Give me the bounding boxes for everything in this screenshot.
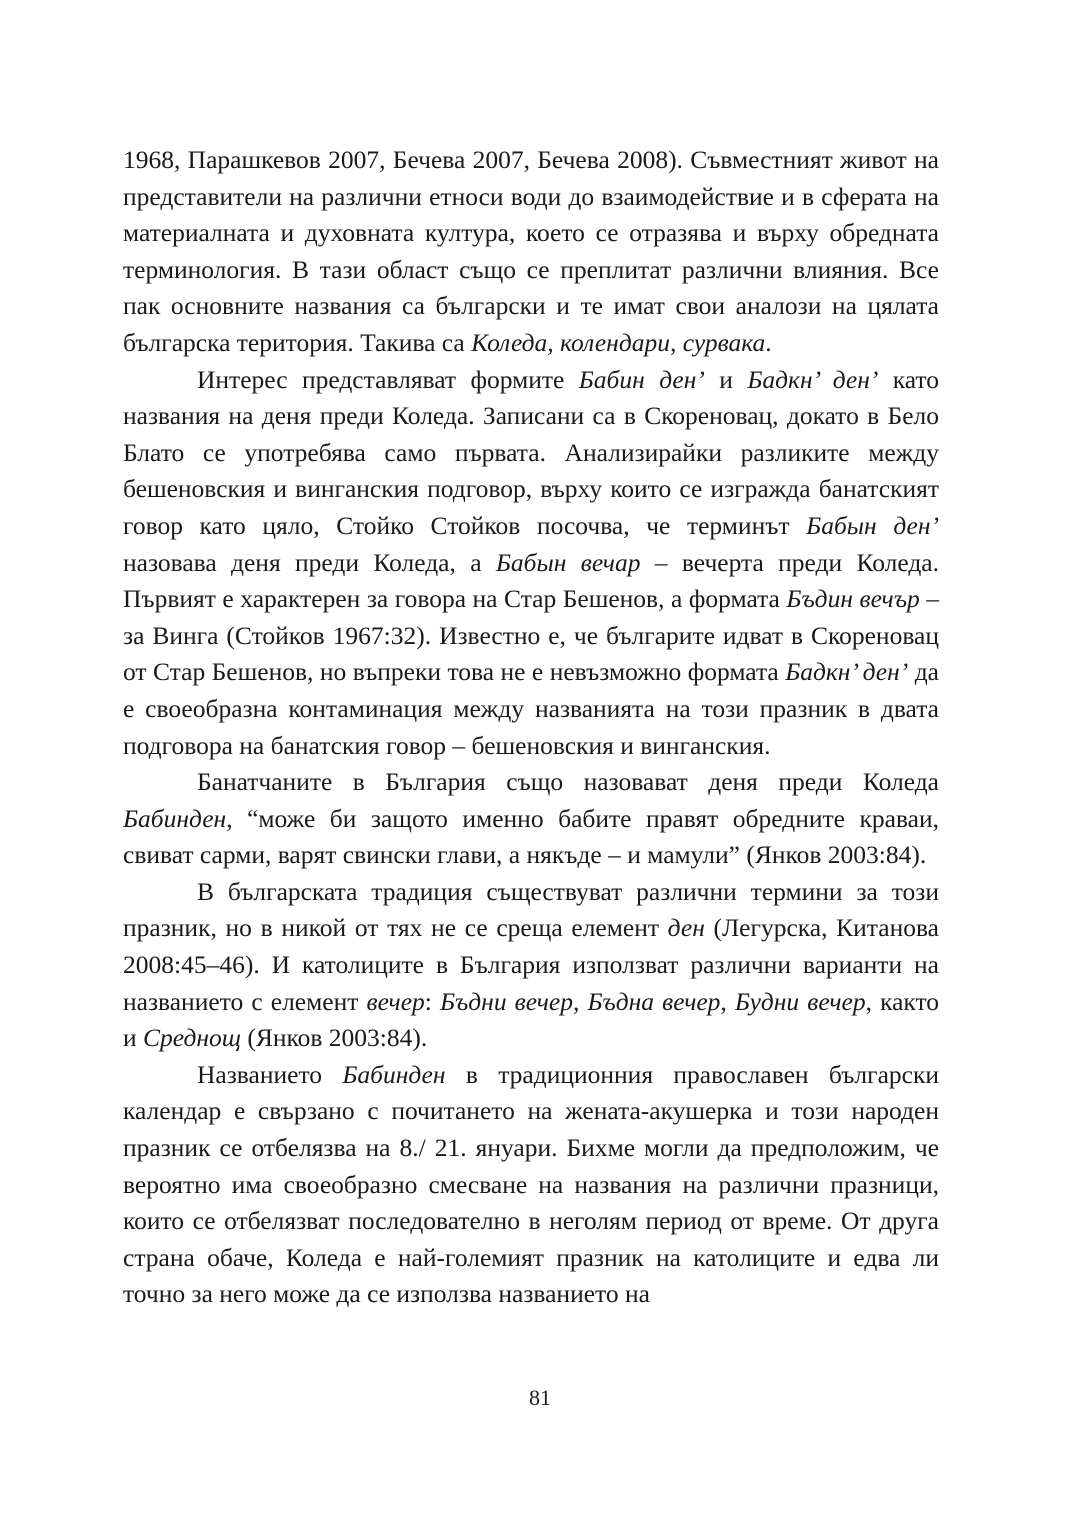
italic-term: Бъдин вечър bbox=[786, 584, 920, 614]
text-run: , “може би защото именно бабите правят обредните краваи, свиват сарми, варят свински глави, а някъде – и мамули” (Янков 2003:84). bbox=[123, 803, 939, 870]
paragraph bbox=[123, 874, 939, 1057]
text-run: В българската традиция съществуват различни термини за този празник, но в никой от тях не се среща елемент bbox=[123, 876, 939, 943]
paragraph bbox=[123, 142, 939, 362]
text-run: . bbox=[765, 327, 772, 357]
italic-term: вечер bbox=[366, 986, 425, 1016]
paragraph bbox=[123, 1057, 939, 1313]
text-run: в традиционния православен български календар е свързано с почитането на жената-акушерка и този народен празник се отбелязва на 8./ 21. януари. Бихме могли да предположим, че вероятно има своеобразно смесване на названия на различни празници, които се отбелязват последователно в неголям период от време. От друга страна обаче, Коледа е най-големият празник на католиците и едва ли точно за него може да се използва названието на bbox=[123, 1059, 940, 1309]
italic-term: ден bbox=[667, 913, 705, 943]
body-text bbox=[123, 142, 939, 1313]
italic-term: Бъдни вечер, Бъдна вечер, Будни вечер bbox=[440, 986, 866, 1016]
italic-term: Бадкн’ ден’ bbox=[747, 364, 879, 394]
italic-term: Бабинден bbox=[123, 803, 227, 833]
text-run: Банатчаните в България също назовават деня преди Коледа bbox=[197, 767, 939, 797]
italic-term: Среднощ bbox=[143, 1023, 242, 1053]
paragraph bbox=[123, 362, 939, 765]
italic-term: Бабинден bbox=[342, 1059, 446, 1089]
text-run: Интерес представляват формите bbox=[197, 364, 579, 394]
italic-term: Коледа, колендари, сурвака bbox=[471, 327, 766, 357]
text-run: и bbox=[704, 364, 748, 394]
paragraph bbox=[123, 764, 939, 874]
text-run: : bbox=[424, 986, 440, 1016]
text-run: 1968, Парашкевов 2007, Бечева 2007, Бечева 2008). Съвместният живот на представители на различни етноси води до взаимодействие и в сферата на материалната и духовната култура, което се отразява и върху обредната терминология. В тази област също се преплитат различни влияния. Все пак основните названия са български и те имат свои аналози на цялата българска територия. Такива са bbox=[123, 145, 939, 357]
text-run: Названието bbox=[197, 1059, 343, 1089]
italic-term: Бабын вечар bbox=[495, 547, 641, 577]
text-run: като названия на деня преди Коледа. Записани са в Скореновац, докато в Бело Блато се употребява само първата. Анализирайки разликите между бешеновския и винганския подговор, върху които се изгражда банатският говор като цяло, Стойко Стойков посочва, че терминът bbox=[123, 364, 939, 540]
text-run: назовава деня преди Коледа, а bbox=[123, 547, 496, 577]
italic-term: Бадкн’ ден’ bbox=[785, 657, 909, 687]
italic-term: Бабын ден’ bbox=[806, 510, 939, 540]
page-number: 81 bbox=[529, 1385, 551, 1410]
italic-term: Бабин ден’ bbox=[578, 364, 705, 394]
text-run: – вечерта преди Коледа. Първият е характерен за говора на Стар Бешенов, а формата bbox=[123, 547, 939, 614]
text-run: – за Винга (Стойков 1967:32). Известно е, че българите идват в Скореновац от Стар Бешенов, но въпреки това не е невъзможно формата bbox=[123, 584, 939, 687]
text-run: (Легурска, Китанова 2008:45–46). И католиците в България използват различни варианти на названието с елемент bbox=[123, 913, 939, 1016]
text-run: , както и bbox=[123, 986, 940, 1053]
text-run: да е своеобразна контаминация между названията на този празник в двата подговора на банатския говор – бешеновския и винганския. bbox=[123, 657, 939, 760]
text-run: (Янков 2003:84). bbox=[241, 1023, 428, 1053]
